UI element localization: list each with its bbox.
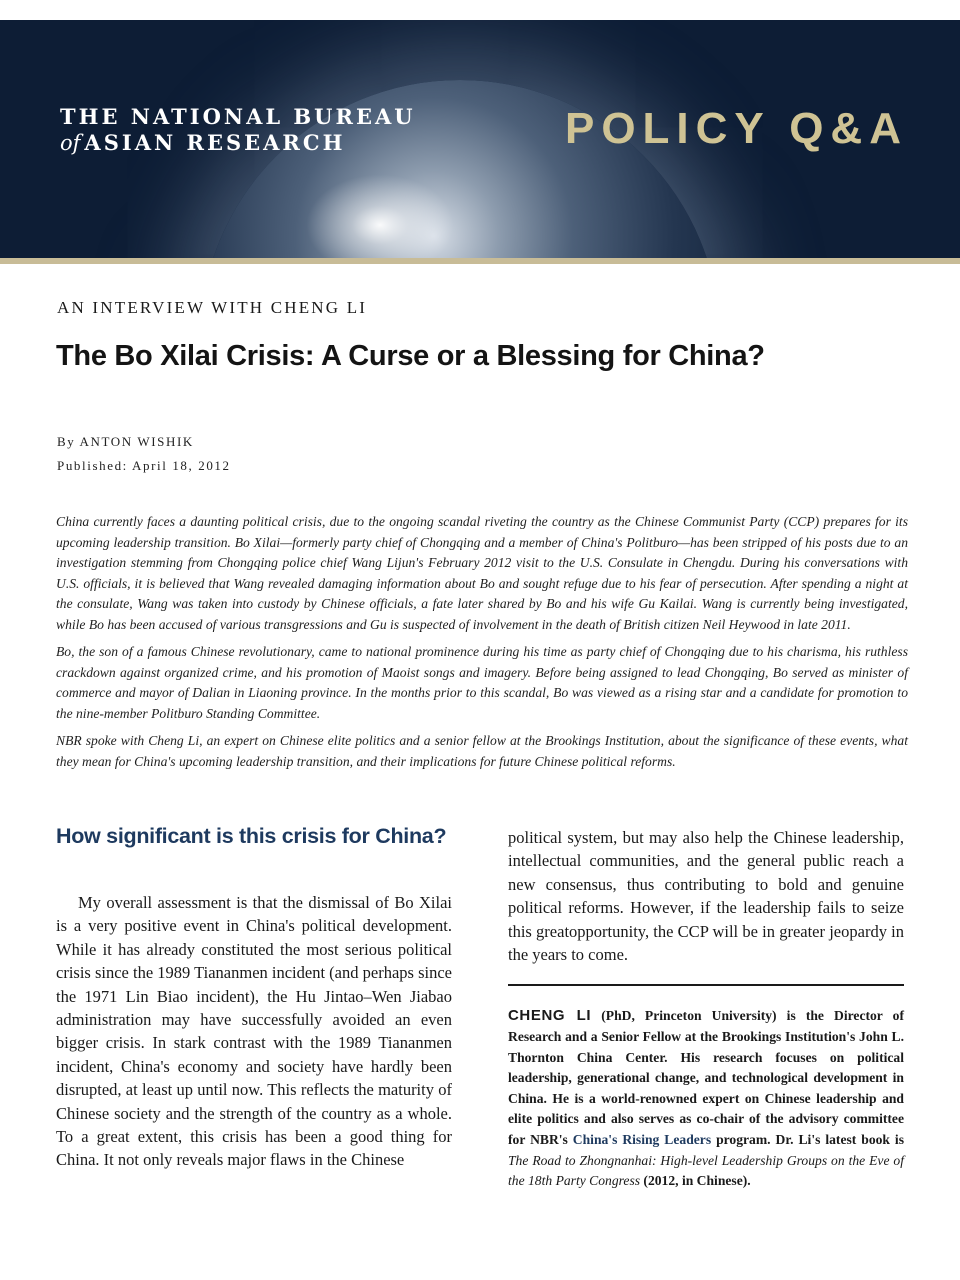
article-published-date: Published: April 18, 2012 <box>57 458 231 473</box>
author-bio <box>508 1006 904 1191</box>
bio-divider <box>508 984 904 986</box>
answer-text-part1: My overall assessment is that the dismissal of Bo Xilai is a very positive event in China's political development. While it has already constituted the most serious political crisis since the 1989 Tiananmen incident (and perhaps since the 1971 Lin Biao incident), the Hu Jintao–Wen Jiabao administration may have successfully avoided an even bigger crisis. In stark contrast with the 1989 Tiananmen incident, China's economy and society have hardly been disrupted, at least up until now. This reflects the maturity of Chinese society and the strength of the country as a whole. To a great extent, this crisis has been a good thing for China. It not only reveals major flaws in the Chinese <box>56 893 452 1170</box>
org-name-of: of <box>60 131 81 155</box>
bio-name: CHENG LI <box>508 1007 592 1025</box>
intro-paragraph: Bo, the son of a famous Chinese revolutionary, came to national prominence during his time as party chief of Chongqing due to his charisma, his ruthless crackdown against organized crime, and his promotion of Maoist songs and imagery. Before being assigned to lead Chongqing, Bo served as minister of commerce and mayor of Dalian in Liaoning province. In the months prior to this scandal, Bo was viewed as a rising star and a candidate for promotion to the nine-member Politburo Standing Committee. <box>56 644 908 721</box>
left-column <box>56 824 452 1172</box>
org-name-line2 <box>60 130 345 155</box>
rising-leaders-link[interactable]: China's Rising Leaders <box>572 1132 712 1147</box>
org-name-line1: THE NATIONAL BUREAU <box>60 104 416 129</box>
bio-text: (2012, in Chinese). <box>640 1173 751 1189</box>
article-title: The Bo Xilai Crisis: A Curse or a Blessing for China? <box>56 340 765 372</box>
article-kicker: AN INTERVIEW WITH CHENG LI <box>57 298 368 317</box>
article-byline: By ANTON WISHIK <box>57 434 194 449</box>
sunlight-flare <box>300 170 460 260</box>
right-column <box>508 826 904 1192</box>
header-divider <box>0 258 960 264</box>
intro-paragraph: China currently faces a daunting political crisis, due to the ongoing scandal riveting the country as the Chinese Communist Party (CCP) prepares for its upcoming leadership transition. Bo Xilai—formerly party chief of Chongqing and a member of China's Politburo—has been stripped of his posts due to an investigation stemming from Chongqing police chief Wang Lijun's February 2012 visit to the U.S. Consulate in Chengdu. During his conversations with U.S. officials, it is believed that Wang revealed damaging information about Bo and sought refuge due to his fear of persecution. After spending a night at the consulate, Wang was taken into custody by Chinese officials, a fate later shared by Bo and his wife Gu Kailai. Wang is currently being investigated, while Bo has been accused of various transgressions and Gu is suspected of involvement in the death of British citizen Neil Heywood in late 2011. <box>56 514 908 632</box>
org-name-line2-text: ASIAN RESEARCH <box>84 130 346 155</box>
question-heading: How significant is this crisis for China? <box>56 824 447 848</box>
series-title: POLICY Q&A <box>564 104 908 153</box>
header-banner <box>0 20 960 260</box>
answer-text-part2: political system, but may also help the Chinese leadership, intellectual communities, and the general public reach a new consensus, thus contributing to bold and genuine political reforms. However, if the leadership fails to seize this greatopportunity, the CCP will be in greater jeopardy in the years to come. <box>508 828 904 965</box>
article-intro <box>56 512 908 779</box>
intro-paragraph: NBR spoke with Cheng Li, an expert on Chinese elite politics and a senior fellow at the Brookings Institution, about the significance of these events, what they mean for China's upcoming leadership transition, and their implications for future Chinese political reforms. <box>56 733 908 769</box>
book-title: The Road to Zhongnanhai: High-level Leadership Groups on the Eve of the 18th Party Congress <box>508 1152 904 1189</box>
bio-text: (PhD, Princeton University) is the Director of Research and a Senior Fellow at the Brookings Institution's John L. Thornton China Center. His research focuses on political leadership, generational change, and technological development in China. He is a world-renowned expert on Chinese leadership and elite politics and also serves as co-chair of the advisory committee for NBR's <box>508 1008 904 1147</box>
bio-text: program. Dr. Li's latest book is <box>711 1132 904 1147</box>
